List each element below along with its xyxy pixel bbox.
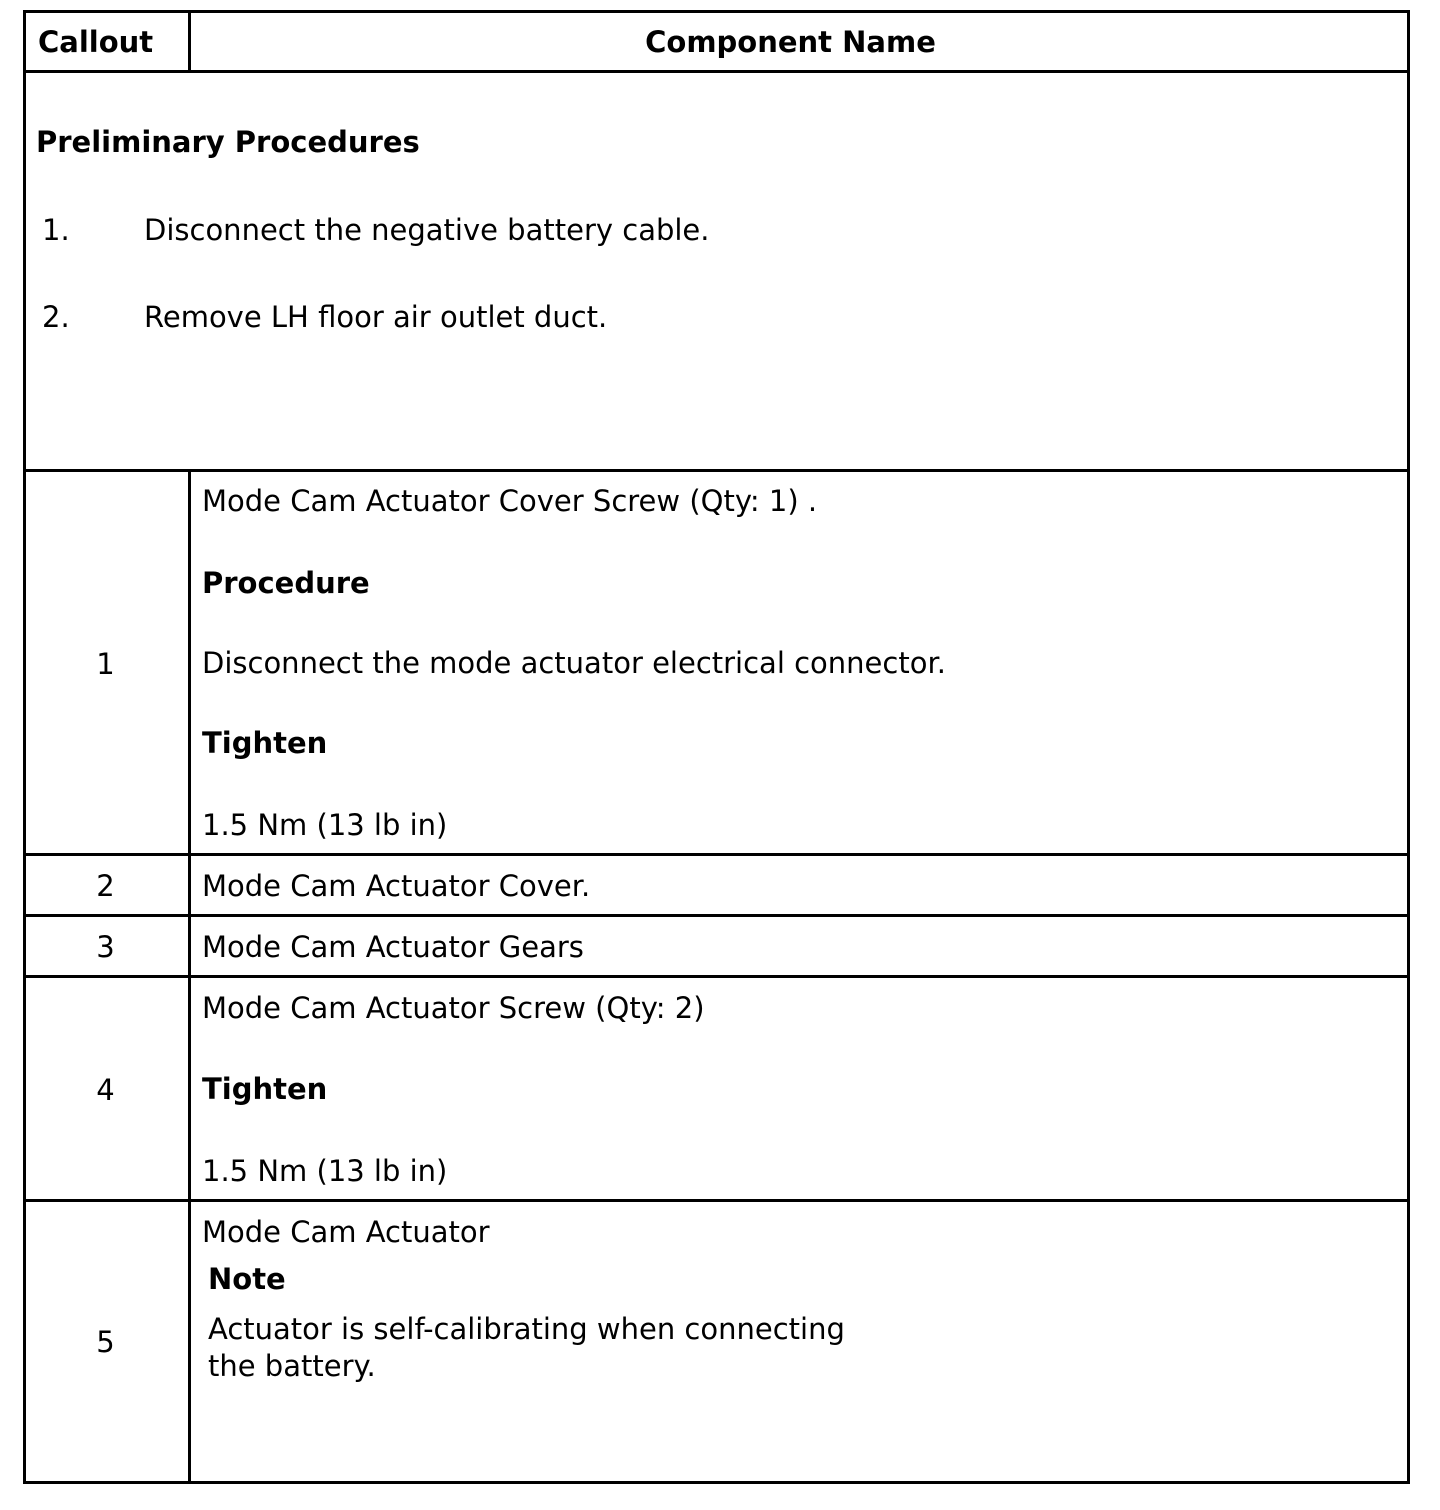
step-text: Disconnect the negative battery cable. <box>144 213 710 247</box>
torque-value: 1.5 Nm (13 lb in) <box>202 1154 448 1188</box>
row-callout: 3 <box>96 930 115 964</box>
procedure-label: Procedure <box>202 566 370 600</box>
row-divider <box>23 1199 1410 1202</box>
row-component-name: Mode Cam Actuator Gears <box>202 930 584 964</box>
row-divider <box>23 853 1410 856</box>
step-number: 2. <box>42 300 70 334</box>
note-label: Note <box>208 1262 286 1296</box>
header-callout: Callout <box>38 25 154 59</box>
note-text: the battery. <box>208 1349 376 1383</box>
row-component-name: Mode Cam Actuator Cover Screw (Qty: 1) . <box>202 484 818 518</box>
preliminary-title: Preliminary Procedures <box>36 125 420 159</box>
step-text: Remove LH floor air outlet duct. <box>144 300 608 334</box>
row-component-name: Mode Cam Actuator Screw (Qty: 2) <box>202 991 705 1025</box>
row-divider <box>23 469 1410 472</box>
row-callout: 5 <box>96 1325 115 1359</box>
column-divider <box>188 469 191 1482</box>
row-divider <box>23 975 1410 978</box>
step-number: 1. <box>42 213 70 247</box>
row-divider <box>23 914 1410 917</box>
row-component-name: Mode Cam Actuator Cover. <box>202 869 591 903</box>
header-component-name: Component Name <box>645 25 936 59</box>
procedure-text: Disconnect the mode actuator electrical connector. <box>202 646 946 680</box>
note-text: Actuator is self-calibrating when connecting <box>208 1312 845 1346</box>
row-callout: 1 <box>96 647 115 681</box>
row-callout: 2 <box>96 869 115 903</box>
tighten-label: Tighten <box>202 1072 328 1106</box>
torque-value: 1.5 Nm (13 lb in) <box>202 808 448 842</box>
row-component-name: Mode Cam Actuator <box>202 1215 490 1249</box>
header-divider <box>23 70 1410 73</box>
row-callout: 4 <box>96 1073 115 1107</box>
tighten-label: Tighten <box>202 726 328 760</box>
